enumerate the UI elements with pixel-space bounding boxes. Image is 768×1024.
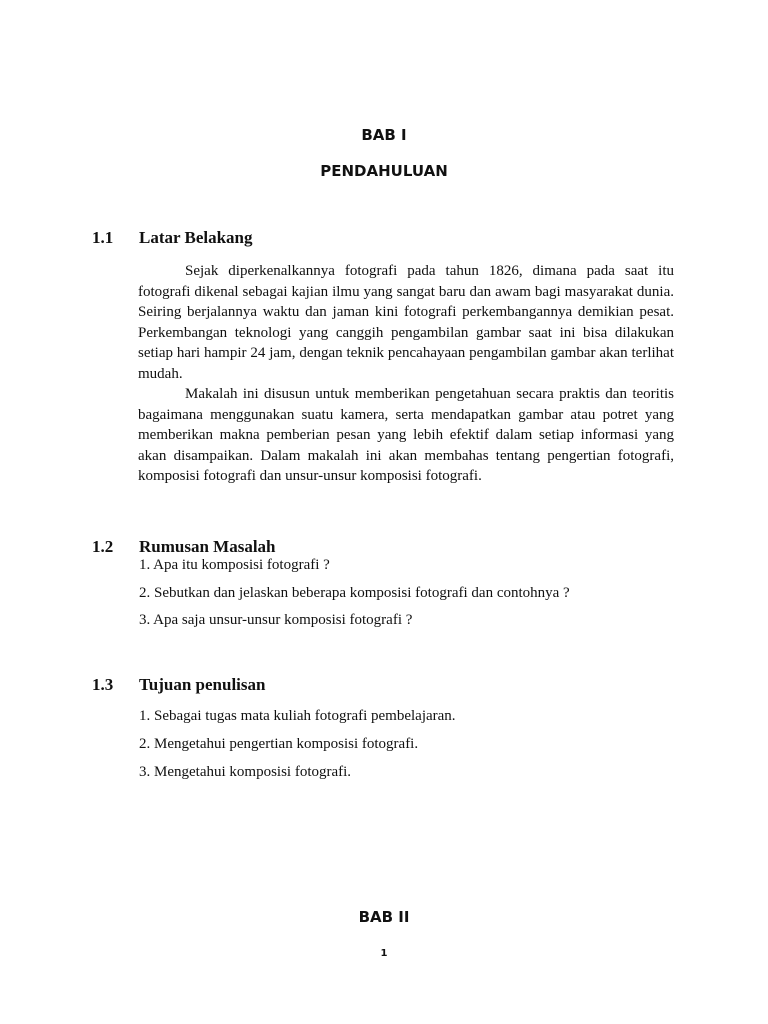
section-number: 1.2 bbox=[92, 537, 114, 556]
section-heading-tujuan-penulisan bbox=[92, 675, 265, 695]
section-number: 1.1 bbox=[92, 228, 114, 247]
list-item: 1. Apa itu komposisi fotografi ? bbox=[139, 557, 330, 573]
section-title: Tujuan penulisan bbox=[139, 675, 266, 694]
section-title: Rumusan Masalah bbox=[139, 537, 276, 556]
list-item: 1. Sebagai tugas mata kuliah fotografi pembelajaran. bbox=[139, 708, 456, 724]
list-item: 3. Apa saja unsur-unsur komposisi fotografi ? bbox=[139, 612, 413, 628]
section-title: Latar Belakang bbox=[139, 228, 253, 247]
list-item: 2. Sebutkan dan jelaskan beberapa komposisi fotografi dan contohnya ? bbox=[139, 585, 570, 601]
chapter-title: BAB I bbox=[361, 126, 407, 144]
chapter-subtitle: PENDAHULUAN bbox=[320, 162, 448, 180]
section-heading-latar-belakang bbox=[92, 228, 253, 248]
page-number: 1 bbox=[380, 948, 388, 959]
paragraph: Makalah ini disusun untuk memberikan pengetahuan secara praktis dan teoritis bagaimana menggunakan suatu kamera, serta mendapatkan gambar atau potret yang memberikan makna pemberian pesan yang lebih efektif dalam setiap informasi yang akan disampaikan. Dalam makalah ini akan membahas tentang pengertian fotografi, komposisi fotografi dan unsur-unsur komposisi fotografi. bbox=[138, 386, 674, 484]
paragraph: Sejak diperkenalkannya fotografi pada tahun 1826, dimana pada saat itu fotografi dikenal sebagai kajian ilmu yang sangat baru dan awam bagi masyarakat dunia. Seiring berjalannya waktu dan jaman kini fotografi perkembangannya demikian pesat. Perkembangan teknologi yang canggih pengambilan gambar saat ini bisa dilakukan setiap hari hampir 24 jam, dengan teknik pencahayaan pengambilan gambar akan terlihat mudah. bbox=[138, 263, 674, 382]
list-item: 2. Mengetahui pengertian komposisi fotografi. bbox=[139, 736, 419, 752]
chapter-title-next: BAB II bbox=[358, 908, 410, 926]
section-heading-rumusan-masalah bbox=[92, 537, 276, 557]
list-item: 3. Mengetahui komposisi fotografi. bbox=[139, 764, 352, 780]
section-number: 1.3 bbox=[92, 675, 114, 694]
